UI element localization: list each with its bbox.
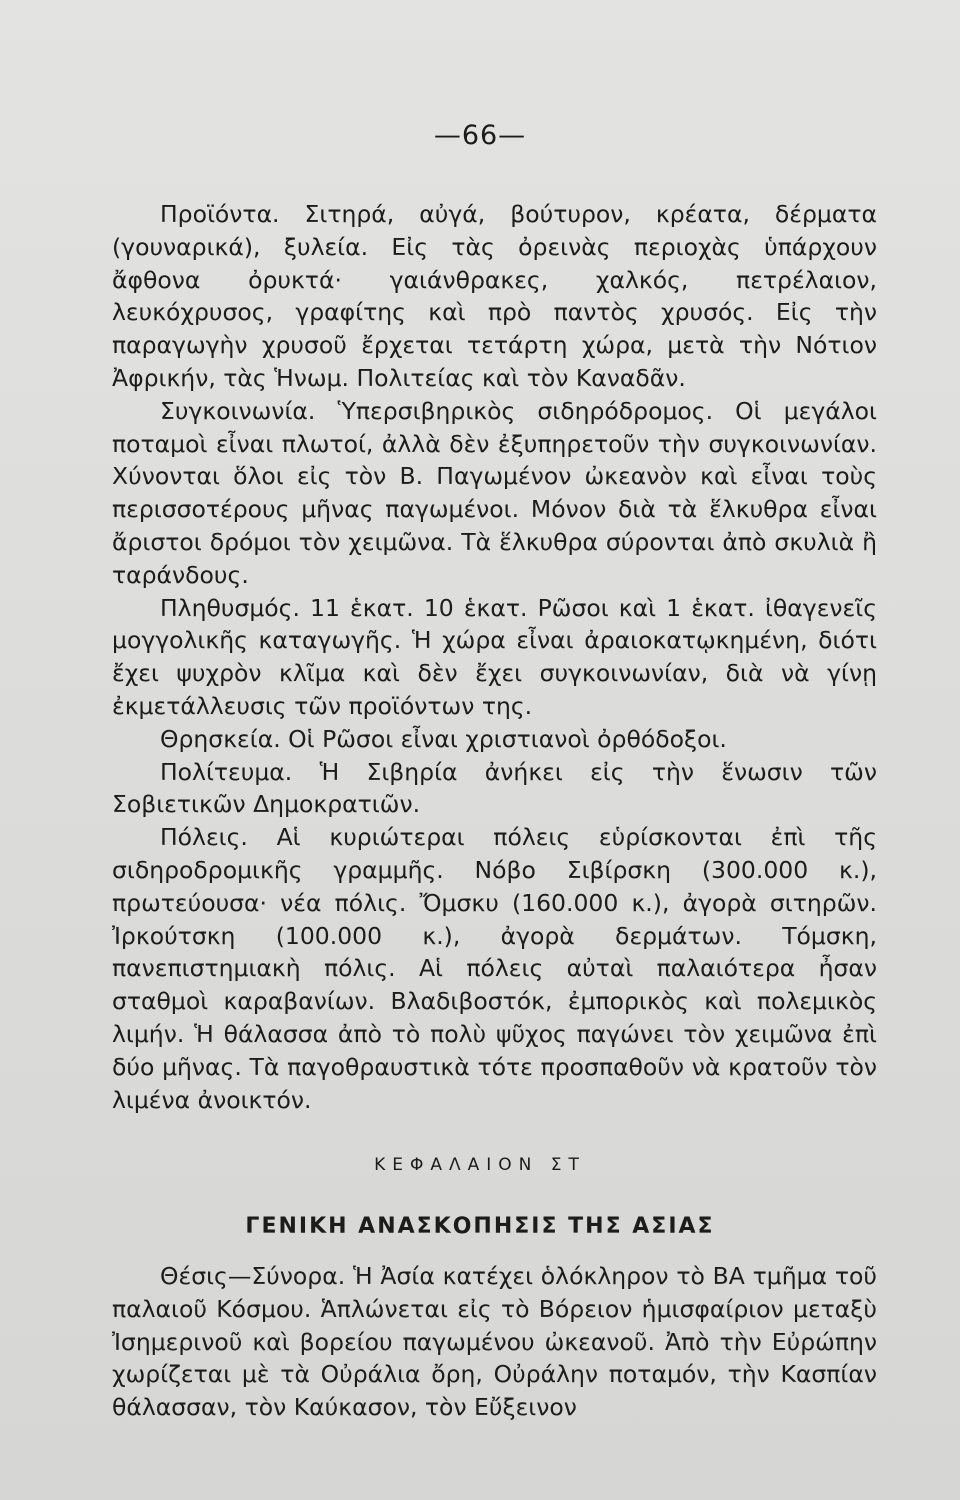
paragraph-heading: Θρησκεία. bbox=[160, 724, 281, 753]
paragraph-body: Οἱ Ρῶσοι εἶναι χριστιανοὶ ὀρθόδοξοι. bbox=[288, 724, 727, 753]
paragraph-heading: Πληθυσμός. bbox=[160, 593, 300, 622]
paragraph-population bbox=[112, 592, 877, 723]
paragraph-products bbox=[112, 198, 877, 395]
paragraph-heading: Πολίτευμα. bbox=[160, 757, 293, 786]
paragraph-position-borders bbox=[112, 1260, 877, 1424]
paragraph-body: Σιτηρά, αὐγά, βούτυρον, κρέατα, δέρματα (γουναρικά), ξυλεία. Εἰς τὰς ὀρεινὰς περιοχὰς ὑπάρχουν ἄφθονα ὀρυκτά· γαιάνθρακες, χαλκός, πετρέλαιον, λευκόχρυσος, γραφίτης καὶ πρὸ παντὸς χρυσός. Εἰς τὴν παραγωγὴν χρυσοῦ ἔρχεται τετάρτη χώρα, μετὰ τὴν Νότιον Ἀφρικήν, τὰς Ἡνωμ. Πολιτείας καὶ τὸν Καναδᾶν. bbox=[112, 200, 877, 392]
paragraph-cities bbox=[112, 821, 877, 1116]
siberia-text-block bbox=[112, 198, 877, 1116]
paragraph-body: 11 ἑκατ. 10 ἑκατ. Ρῶσοι καὶ 1 ἑκατ. ἰθαγενεῖς μογγολικῆς καταγωγῆς. Ἡ χώρα εἶναι ἀραιοκατῳκημένη, διότι ἔχει ψυχρὸν κλῖμα καὶ δὲν ἔχει συγκοινωνίαν, διὰ νὰ γίνῃ ἐκμετάλλευσις τῶν προϊόντων της. bbox=[112, 593, 877, 720]
chapter-label: ΚΕΦΑΛΑΙΟΝ ΣΤ bbox=[374, 1155, 586, 1175]
page-number: —66— bbox=[433, 120, 527, 151]
paragraph-government bbox=[112, 756, 877, 822]
paragraph-body: Αἱ κυριώτεραι πόλεις εὑρίσκονται ἐπὶ τῆς σιδηροδρομικῆς γραμμῆς. Νόβο Σιβίρσκη (300.000 κ.), πρωτεύουσα· νέα πόλις. Ὄμσκυ (160.000 κ.), ἀγορὰ σιτηρῶν. Ἰρκούτσκη (100.000 κ.), ἀγορὰ δερμάτων. Τόμσκη, πανεπιστημιακὴ πόλις. Αἱ πόλεις αὐταὶ παλαιότερα ἦσαν σταθμοὶ καραβανίων. Βλαδιβοστόκ, ἐμπορικὸς καὶ πολεμικὸς λιμήν. Ἡ θάλασσα ἀπὸ τὸ πολὺ ψῦχος παγώνει τὸν χειμῶνα ἐπὶ δύο μῆνας. Τὰ παγοθραυστικὰ τότε προσπαθοῦν νὰ κρατοῦν τὸν λιμένα ἀνοικτόν. bbox=[112, 823, 877, 1114]
paragraph-heading: Συγκοινωνία. bbox=[160, 396, 316, 425]
paragraph-heading: Πόλεις. bbox=[160, 823, 248, 852]
paragraph-communication bbox=[112, 395, 877, 592]
chapter-title: ΓΕΝΙΚΗ ΑΝΑΣΚΟΠΗΣΙΣ ΤΗΣ ΑΣΙΑΣ bbox=[245, 1214, 715, 1239]
paragraph-heading: Θέσις—Σύνορα. bbox=[160, 1262, 346, 1290]
paragraph-body: Ὑπερσιβηρικὸς σιδηρόδρομος. Οἱ μεγάλοι ποταμοὶ εἶναι πλωτοί, ἀλλὰ δὲν ἐξυπηρετοῦν τὴν συγκοινωνίαν. Χύνονται ὅλοι εἰς τὸν Β. Παγωμένον ὠκεανὸν καὶ εἶναι τοὺς περισσοτέρους μῆνας παγωμένοι. Μόνον διὰ τὰ ἕλκυθρα εἶναι ἄριστοι δρόμοι τὸν χειμῶνα. Τὰ ἕλκυθρα σύρονται ἀπὸ σκυλιὰ ἢ ταράνδους. bbox=[112, 396, 877, 589]
paragraph-religion bbox=[112, 723, 877, 756]
paragraph-heading: Προϊόντα. bbox=[160, 200, 280, 228]
asia-text-block bbox=[112, 1260, 877, 1424]
paragraph-body: Ἡ Σιβηρία ἀνήκει εἰς τὴν ἕνωσιν τῶν Σοβιετικῶν Δημοκρατιῶν. bbox=[112, 757, 877, 819]
paragraph-body: Ἡ Ἀσία κατέχει ὁλόκληρον τὸ ΒΑ τμῆμα τοῦ παλαιοῦ Κόσμου. Ἁπλώνεται εἰς τὸ Βόρειον ἡμισφαίριον μεταξὺ Ἰσημερινοῦ καὶ βορείου παγωμένου ὠκεανοῦ. Ἀπὸ τὴν Εὐρώπην χωρίζεται μὲ τὰ Οὐράλια ὄρη, Οὐράλην ποταμόν, τὴν Κασπίαν θάλασσαν, τὸν Καύκασον, τὸν Εὔξεινον bbox=[112, 1262, 877, 1422]
